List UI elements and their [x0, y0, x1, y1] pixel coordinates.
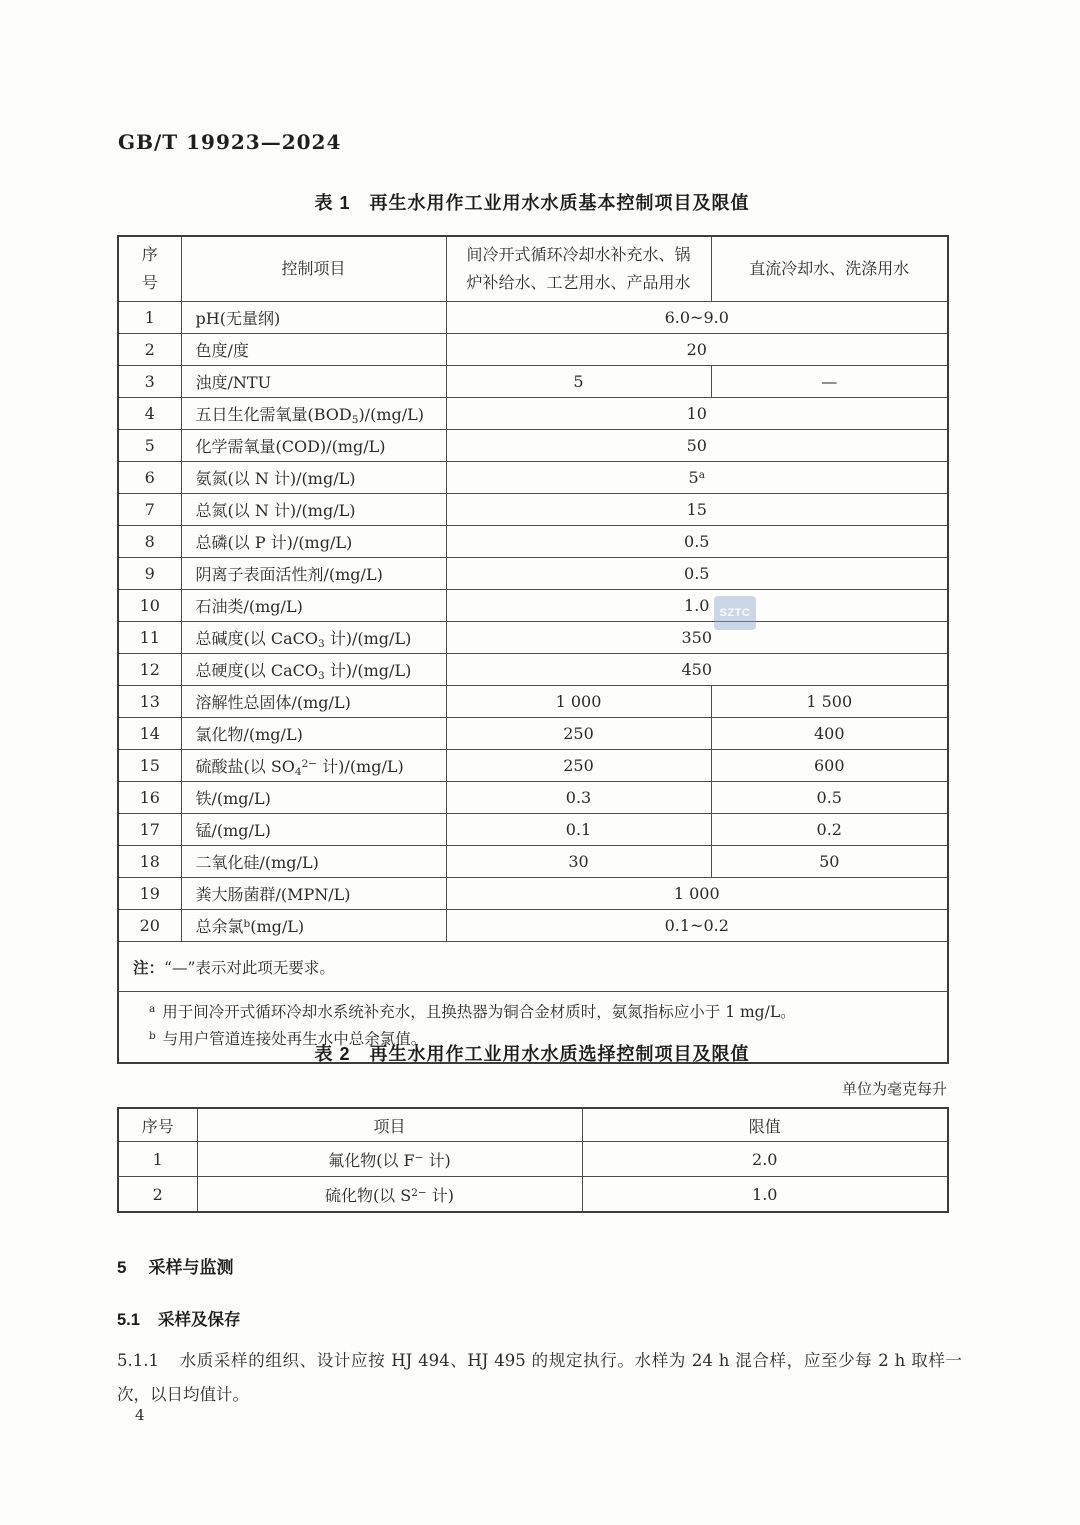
section-5-1-label: 采样及保存 — [157, 1311, 241, 1329]
row-value: 450 — [446, 654, 948, 686]
row-value: 1 000 — [446, 878, 948, 910]
row-value-col3: 30 — [446, 846, 711, 878]
section-5-1-number: 5.1 — [117, 1311, 140, 1329]
row-item: 锰/(mg/L) — [181, 814, 446, 846]
row-item: 总氮(以 N 计)/(mg/L) — [181, 494, 446, 526]
row-seq: 7 — [118, 494, 181, 526]
table1-header-row — [118, 236, 948, 302]
row-item: 硫酸盐(以 $SO_4^{2-}$ 计)/(mg/L) — [181, 750, 446, 782]
table2-header-limit: 限值 — [582, 1108, 948, 1142]
row-seq: 10 — [118, 590, 181, 622]
row-value-col3: 250 — [446, 750, 711, 782]
row-seq: 5 — [118, 430, 181, 462]
row-item: 总碱度(以 CaCO$_3$ 计)/(mg/L) — [181, 622, 446, 654]
row-seq: 8 — [118, 526, 181, 558]
table-row — [118, 334, 948, 366]
row-value: 1.0 — [446, 590, 948, 622]
table-row — [118, 366, 948, 398]
table-row — [118, 462, 948, 494]
row-seq: 4 — [118, 398, 181, 430]
footnote-a — [149, 999, 933, 1026]
table-row — [118, 590, 948, 622]
table1-header-makeup-water: 间冷开式循环冷却水补充水、锅炉补给水、工艺用水、产品用水 — [446, 236, 711, 302]
row-seq: 3 — [118, 366, 181, 398]
row-item: 色度/度 — [181, 334, 446, 366]
row-seq: 19 — [118, 878, 181, 910]
row-value-col4: 400 — [711, 718, 948, 750]
row-item: 粪大肠菌群/(MPN/L) — [181, 878, 446, 910]
section-5-1-1-number: 5.1.1 — [117, 1351, 159, 1370]
table-row — [118, 622, 948, 654]
section-5-label: 采样与监测 — [148, 1258, 234, 1277]
row-value-col3: 0.3 — [446, 782, 711, 814]
row-item: 浊度/NTU — [181, 366, 446, 398]
standard-number: GB/T 19923—2024 — [118, 130, 342, 154]
row-seq: 18 — [118, 846, 181, 878]
row-seq: 11 — [118, 622, 181, 654]
row-value-col4: 1 500 — [711, 686, 948, 718]
row-value: 0.1~0.2 — [446, 910, 948, 942]
row-seq: 9 — [118, 558, 181, 590]
row-seq: 15 — [118, 750, 181, 782]
row-item: 二氧化硅/(mg/L) — [181, 846, 446, 878]
row-value-col3: 5 — [446, 366, 711, 398]
row-seq: 17 — [118, 814, 181, 846]
row-seq: 1 — [118, 1142, 197, 1177]
row-item: 硫化物(以 $S^{2-}$ 计) — [197, 1177, 582, 1213]
table1 — [117, 235, 949, 1064]
table-row — [118, 878, 948, 910]
section-5-1-heading — [117, 1306, 240, 1330]
row-value: 6.0~9.0 — [446, 302, 948, 334]
row-seq: 16 — [118, 782, 181, 814]
row-value: 20 — [446, 334, 948, 366]
note-text: “—”表示对此项无要求。 — [164, 958, 335, 977]
row-value-col3: 250 — [446, 718, 711, 750]
table-row — [118, 782, 948, 814]
row-seq: 20 — [118, 910, 181, 942]
row-value: 50 — [446, 430, 948, 462]
table-row — [118, 910, 948, 942]
row-value-col4: 0.2 — [711, 814, 948, 846]
table-row — [118, 558, 948, 590]
row-item: 铁/(mg/L) — [181, 782, 446, 814]
table-row — [118, 750, 948, 782]
table-row — [118, 494, 948, 526]
table2-header-item: 项目 — [197, 1108, 582, 1142]
row-seq: 6 — [118, 462, 181, 494]
table-row — [118, 398, 948, 430]
row-value: 10 — [446, 398, 948, 430]
row-value: 0.5 — [446, 558, 948, 590]
row-item: 石油类/(mg/L) — [181, 590, 446, 622]
table-row — [118, 686, 948, 718]
row-value-col3: 0.1 — [446, 814, 711, 846]
table-row — [118, 846, 948, 878]
table-row — [118, 1177, 948, 1213]
table1-note-row — [118, 942, 948, 992]
row-seq: 14 — [118, 718, 181, 750]
page-number: 4 — [135, 1406, 145, 1424]
table-row — [118, 654, 948, 686]
footnote-a-text: 用于间冷开式循环冷却水系统补充水，且换热器为铜合金材质时，氨氮指标应小于 1 mg/L。 — [162, 1003, 796, 1021]
footnote-a-marker: a — [149, 1003, 156, 1015]
row-item: 氯化物/(mg/L) — [181, 718, 446, 750]
row-item: 溶解性总固体/(mg/L) — [181, 686, 446, 718]
table2 — [117, 1107, 949, 1213]
note-label: 注： — [133, 957, 165, 977]
table-row — [118, 430, 948, 462]
row-item: 总磷(以 P 计)/(mg/L) — [181, 526, 446, 558]
row-item: 氟化物(以 F− 计) — [197, 1142, 582, 1177]
section-5-1-1-text: 水质采样的组织、设计应按 HJ 494、HJ 495 的规定执行。水样为 24 h 混合样，应至少每 2 h 取样一次，以日均值计。 — [117, 1351, 962, 1404]
scan-watermark: SZTC — [714, 596, 756, 630]
row-seq: 13 — [118, 686, 181, 718]
table2-title: 表 2 再生水用作工业用水水质选择控制项目及限值 — [314, 1044, 750, 1064]
table2-header-row — [118, 1108, 948, 1142]
table2-unit-note: 单位为毫克每升 — [841, 1080, 947, 1098]
table1-header-oncethrough-water: 直流冷却水、洗涤用水 — [711, 236, 948, 302]
table1-title: 表 1 再生水用作工业用水水质基本控制项目及限值 — [314, 193, 750, 213]
row-limit: 1.0 — [582, 1177, 948, 1213]
section-5-heading — [117, 1253, 233, 1278]
row-value-col4: — — [711, 366, 948, 398]
row-seq: 12 — [118, 654, 181, 686]
row-value-col4: 0.5 — [711, 782, 948, 814]
row-value: 5$^a$ — [446, 462, 948, 494]
table2-header-seq: 序号 — [118, 1108, 197, 1142]
footnote-b-text: 与用户管道连接处再生水中总余氯值。 — [162, 1030, 427, 1048]
row-value: 15 — [446, 494, 948, 526]
row-value: 350 — [446, 622, 948, 654]
row-item: 化学需氧量(COD)/(mg/L) — [181, 430, 446, 462]
table-row — [118, 814, 948, 846]
row-seq: 2 — [118, 1177, 197, 1213]
table-row — [118, 302, 948, 334]
row-item: 阴离子表面活性剂/(mg/L) — [181, 558, 446, 590]
row-item: 五日生化需氧量$(BOD_5)/(mg/L)$ — [181, 398, 446, 430]
table-row — [118, 718, 948, 750]
table1-note — [118, 942, 948, 992]
row-value-col4: 50 — [711, 846, 948, 878]
footnote-b-marker: b — [149, 1030, 156, 1042]
row-value-col3: 1 000 — [446, 686, 711, 718]
section-5-1-1-paragraph — [117, 1344, 962, 1412]
table1-header-seq: 序号 — [118, 236, 181, 302]
row-item: 总余氯$^b$(mg/L) — [181, 910, 446, 942]
row-value: 0.5 — [446, 526, 948, 558]
row-item: 总硬度(以 CaCO$_3$ 计)/(mg/L) — [181, 654, 446, 686]
row-item: pH(无量纲) — [181, 302, 446, 334]
table-row — [118, 526, 948, 558]
row-value-col4: 600 — [711, 750, 948, 782]
row-seq: 1 — [118, 302, 181, 334]
table1-header-item: 控制项目 — [181, 236, 446, 302]
row-seq: 2 — [118, 334, 181, 366]
row-item: 氨氮(以 N 计)/(mg/L) — [181, 462, 446, 494]
table-row — [118, 1142, 948, 1177]
section-5-number: 5 — [117, 1258, 127, 1277]
row-limit: 2.0 — [582, 1142, 948, 1177]
